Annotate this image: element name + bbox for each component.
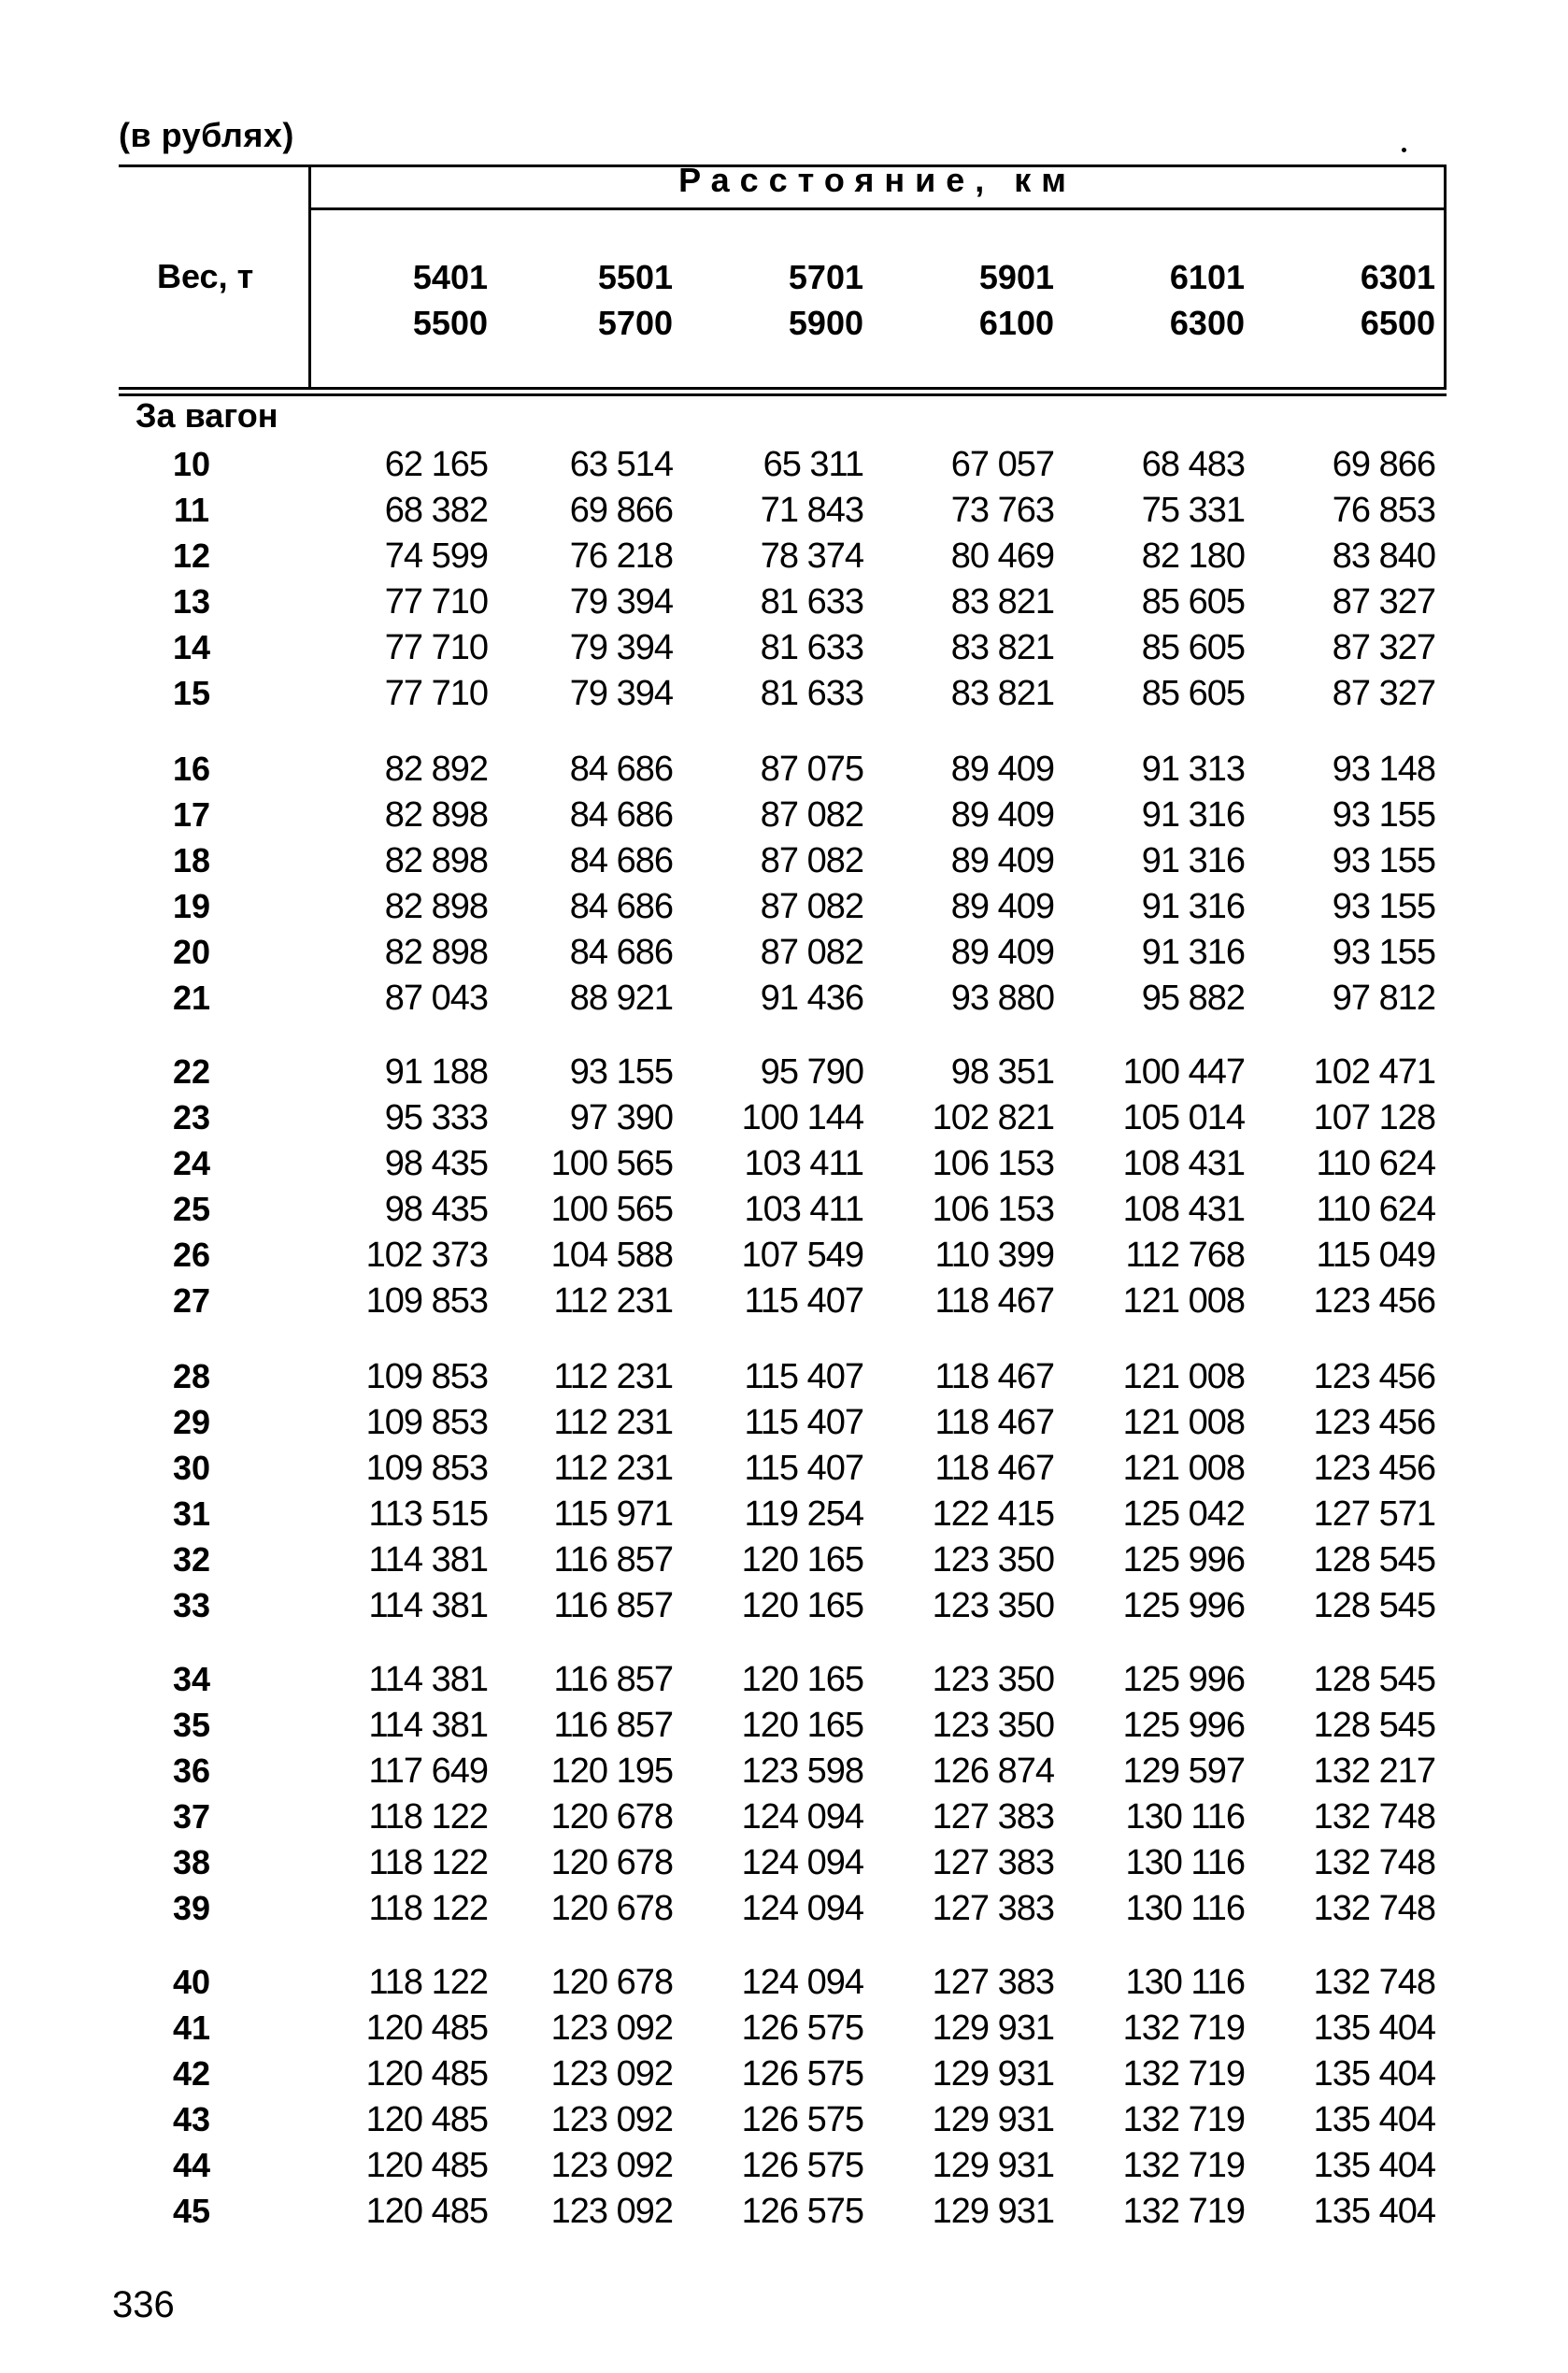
- weight-cell: 33: [172, 1586, 211, 1624]
- tariff-cell: 120 678: [550, 1843, 673, 1882]
- tariff-cell: 118 467: [934, 1403, 1054, 1442]
- tariff-cell: 120 165: [741, 1706, 863, 1745]
- tariff-cell: 81 633: [760, 628, 863, 667]
- tariff-cell: 109 853: [365, 1449, 488, 1488]
- tariff-cell: 120 485: [365, 2100, 488, 2139]
- tariff-cell: 135 404: [1313, 2008, 1435, 2048]
- tariff-cell: 91 313: [1141, 750, 1245, 789]
- distance-range-to: 6300: [1169, 304, 1245, 342]
- tariff-cell: 93 155: [1332, 933, 1435, 972]
- header-double-rule-2: [119, 393, 1447, 396]
- tariff-cell: 102 471: [1313, 1052, 1435, 1092]
- tariff-cell: 83 840: [1332, 536, 1435, 576]
- tariff-cell: 127 571: [1313, 1494, 1435, 1534]
- tariff-cell: 106 153: [932, 1144, 1054, 1183]
- tariff-cell: 109 853: [365, 1357, 488, 1396]
- tariff-cell: 120 165: [741, 1586, 863, 1625]
- tariff-cell: 123 092: [550, 2192, 673, 2231]
- tariff-cell: 91 316: [1141, 795, 1245, 835]
- tariff-cell: 125 996: [1122, 1586, 1245, 1625]
- tariff-cell: 115 407: [744, 1449, 863, 1488]
- tariff-cell: 123 456: [1313, 1281, 1435, 1321]
- tariff-cell: 100 447: [1122, 1052, 1245, 1092]
- tariff-cell: 129 931: [932, 2192, 1054, 2231]
- weight-cell: 19: [172, 887, 211, 925]
- weight-cell: 36: [172, 1751, 211, 1790]
- tariff-cell: 120 485: [365, 2054, 488, 2094]
- tariff-cell: 123 092: [550, 2100, 673, 2139]
- tariff-cell: 115 407: [744, 1403, 863, 1442]
- weight-cell: 18: [172, 841, 211, 879]
- weight-cell: 21: [172, 979, 211, 1017]
- tariff-cell: 121 008: [1122, 1449, 1245, 1488]
- tariff-cell: 112 231: [553, 1449, 673, 1488]
- tariff-cell: 129 931: [932, 2100, 1054, 2139]
- tariff-cell: 87 082: [760, 795, 863, 835]
- weight-heading: Вес, т: [157, 257, 254, 295]
- tariff-cell: 84 686: [569, 841, 673, 880]
- tariff-cell: 91 316: [1141, 841, 1245, 880]
- tariff-cell: 100 144: [741, 1098, 863, 1137]
- tariff-cell: 107 549: [741, 1236, 863, 1275]
- tariff-cell: 100 565: [550, 1144, 673, 1183]
- distance-range-from: 6301: [1360, 258, 1435, 296]
- tariff-cell: 88 921: [569, 979, 673, 1018]
- tariff-cell: 105 014: [1122, 1098, 1245, 1137]
- tariff-cell: 103 411: [744, 1144, 863, 1183]
- tariff-cell: 98 435: [384, 1144, 488, 1183]
- tariff-cell: 108 431: [1122, 1190, 1245, 1229]
- tariff-cell: 118 467: [934, 1449, 1054, 1488]
- tariff-cell: 97 390: [569, 1098, 673, 1137]
- weight-cell: 15: [172, 674, 211, 712]
- tariff-cell: 80 469: [950, 536, 1054, 576]
- tariff-cell: 93 155: [1332, 795, 1435, 835]
- tariff-cell: 95 882: [1141, 979, 1245, 1018]
- tariff-cell: 124 094: [741, 1963, 863, 2002]
- tariff-cell: 76 853: [1332, 491, 1435, 530]
- units-note: (в рублях): [119, 116, 294, 154]
- weight-cell: 40: [172, 1963, 211, 2001]
- distance-range-to: 5700: [597, 304, 673, 342]
- weight-cell: 29: [172, 1403, 211, 1441]
- tariff-cell: 132 748: [1313, 1797, 1435, 1837]
- weight-cell: 42: [172, 2054, 211, 2093]
- tariff-cell: 102 821: [932, 1098, 1054, 1137]
- tariff-cell: 124 094: [741, 1797, 863, 1837]
- tariff-cell: 120 678: [550, 1963, 673, 2002]
- tariff-cell: 132 217: [1313, 1751, 1435, 1791]
- tariff-cell: 89 409: [950, 887, 1054, 926]
- stray-dot: [1402, 148, 1406, 152]
- tariff-cell: 132 748: [1313, 1843, 1435, 1882]
- tariff-cell: 93 155: [569, 1052, 673, 1092]
- distance-range-to: 5900: [788, 304, 863, 342]
- tariff-cell: 123 350: [932, 1660, 1054, 1699]
- tariff-cell: 115 049: [1316, 1236, 1435, 1275]
- distance-range-from: 5401: [412, 258, 488, 296]
- tariff-cell: 130 116: [1125, 1889, 1245, 1928]
- tariff-cell: 123 456: [1313, 1449, 1435, 1488]
- tariff-cell: 132 719: [1122, 2008, 1245, 2048]
- tariff-cell: 120 678: [550, 1797, 673, 1837]
- tariff-cell: 95 333: [384, 1098, 488, 1137]
- tariff-cell: 121 008: [1122, 1357, 1245, 1396]
- tariff-cell: 84 686: [569, 795, 673, 835]
- tariff-cell: 89 409: [950, 750, 1054, 789]
- tariff-cell: 77 710: [384, 582, 488, 622]
- tariff-cell: 120 195: [550, 1751, 673, 1791]
- tariff-cell: 127 383: [932, 1797, 1054, 1837]
- tariff-cell: 121 008: [1122, 1281, 1245, 1321]
- tariff-cell: 82 898: [384, 887, 488, 926]
- tariff-cell: 135 404: [1313, 2054, 1435, 2094]
- weight-cell: 11: [173, 491, 210, 529]
- tariff-cell: 112 231: [553, 1281, 673, 1321]
- tariff-cell: 130 116: [1125, 1963, 1245, 2002]
- tariff-cell: 89 409: [950, 841, 1054, 880]
- weight-cell: 41: [172, 2008, 211, 2047]
- tariff-cell: 87 075: [760, 750, 863, 789]
- tariff-cell: 115 407: [744, 1281, 863, 1321]
- tariff-cell: 109 853: [365, 1403, 488, 1442]
- tariff-cell: 115 971: [553, 1494, 673, 1534]
- tariff-cell: 130 116: [1125, 1843, 1245, 1882]
- tariff-cell: 79 394: [569, 674, 673, 713]
- tariff-cell: 87 327: [1332, 674, 1435, 713]
- tariff-cell: 95 790: [760, 1052, 863, 1092]
- tariff-cell: 114 381: [368, 1586, 488, 1625]
- tariff-cell: 120 165: [741, 1540, 863, 1580]
- distance-range-from: 6101: [1169, 258, 1245, 296]
- tariff-cell: 75 331: [1141, 491, 1245, 530]
- tariff-cell: 89 409: [950, 795, 1054, 835]
- weight-cell: 44: [172, 2146, 211, 2184]
- tariff-cell: 123 350: [932, 1706, 1054, 1745]
- tariff-cell: 117 649: [368, 1751, 488, 1791]
- tariff-cell: 118 467: [934, 1357, 1054, 1396]
- tariff-cell: 120 678: [550, 1889, 673, 1928]
- weight-cell: 12: [172, 536, 211, 575]
- weight-cell: 20: [172, 933, 211, 971]
- tariff-cell: 104 588: [550, 1236, 673, 1275]
- tariff-cell: 106 153: [932, 1190, 1054, 1229]
- tariff-cell: 93 880: [950, 979, 1054, 1018]
- tariff-cell: 132 719: [1122, 2146, 1245, 2185]
- tariff-cell: 82 892: [384, 750, 488, 789]
- tariff-cell: 110 624: [1316, 1190, 1435, 1229]
- tariff-cell: 91 316: [1141, 887, 1245, 926]
- tariff-cell: 81 633: [760, 582, 863, 622]
- tariff-cell: 116 857: [553, 1706, 673, 1745]
- tariff-cell: 127 383: [932, 1889, 1054, 1928]
- tariff-cell: 123 350: [932, 1540, 1054, 1580]
- tariff-cell: 69 866: [569, 491, 673, 530]
- tariff-cell: 124 094: [741, 1889, 863, 1928]
- tariff-cell: 132 748: [1313, 1889, 1435, 1928]
- tariff-cell: 126 575: [741, 2100, 863, 2139]
- tariff-cell: 109 853: [365, 1281, 488, 1321]
- tariff-cell: 67 057: [950, 445, 1054, 484]
- tariff-cell: 73 763: [950, 491, 1054, 530]
- tariff-cell: 85 605: [1141, 628, 1245, 667]
- tariff-cell: 63 514: [569, 445, 673, 484]
- tariff-cell: 119 254: [744, 1494, 863, 1534]
- tariff-cell: 68 382: [384, 491, 488, 530]
- weight-cell: 32: [172, 1540, 211, 1579]
- tariff-cell: 125 042: [1122, 1494, 1245, 1534]
- weight-cell: 23: [172, 1098, 211, 1136]
- tariff-cell: 123 350: [932, 1586, 1054, 1625]
- tariff-cell: 107 128: [1313, 1098, 1435, 1137]
- tariff-cell: 116 857: [553, 1660, 673, 1699]
- tariff-cell: 122 415: [932, 1494, 1054, 1534]
- weight-cell: 39: [172, 1889, 211, 1927]
- page-number: 336: [112, 2284, 175, 2325]
- tariff-cell: 114 381: [368, 1706, 488, 1745]
- tariff-cell: 118 122: [368, 1843, 488, 1882]
- tariff-cell: 128 545: [1313, 1706, 1435, 1745]
- tariff-cell: 132 719: [1122, 2054, 1245, 2094]
- header-double-rule-1: [119, 387, 1447, 390]
- tariff-cell: 97 812: [1332, 979, 1435, 1018]
- tariff-cell: 110 399: [934, 1236, 1054, 1275]
- tariff-cell: 116 857: [553, 1540, 673, 1580]
- tariff-cell: 91 316: [1141, 933, 1245, 972]
- tariff-cell: 112 231: [553, 1357, 673, 1396]
- tariff-cell: 108 431: [1122, 1144, 1245, 1183]
- tariff-cell: 123 456: [1313, 1357, 1435, 1396]
- tariff-cell: 78 374: [760, 536, 863, 576]
- tariff-cell: 62 165: [384, 445, 488, 484]
- tariff-cell: 71 843: [760, 491, 863, 530]
- tariff-cell: 126 575: [741, 2146, 863, 2185]
- tariff-cell: 85 605: [1141, 674, 1245, 713]
- weight-cell: 34: [172, 1660, 211, 1698]
- tariff-cell: 120 485: [365, 2146, 488, 2185]
- tariff-cell: 83 821: [950, 582, 1054, 622]
- weight-cell: 22: [172, 1052, 211, 1091]
- tariff-cell: 84 686: [569, 750, 673, 789]
- tariff-cell: 118 122: [368, 1963, 488, 2002]
- tariff-cell: 135 404: [1313, 2192, 1435, 2231]
- tariff-cell: 77 710: [384, 674, 488, 713]
- weight-cell: 37: [172, 1797, 211, 1836]
- weight-cell: 38: [172, 1843, 211, 1881]
- tariff-cell: 120 485: [365, 2008, 488, 2048]
- tariff-cell: 102 373: [365, 1236, 488, 1275]
- tariff-cell: 91 188: [384, 1052, 488, 1092]
- weight-cell: 27: [172, 1281, 211, 1320]
- distance-range-from: 5901: [978, 258, 1054, 296]
- tariff-cell: 124 094: [741, 1843, 863, 1882]
- tariff-cell: 93 148: [1332, 750, 1435, 789]
- weight-cell: 17: [172, 795, 211, 834]
- tariff-cell: 110 624: [1316, 1144, 1435, 1183]
- tariff-cell: 82 898: [384, 841, 488, 880]
- distance-range-from: 5701: [788, 258, 863, 296]
- tariff-cell: 129 931: [932, 2146, 1054, 2185]
- tariff-cell: 127 383: [932, 1963, 1054, 2002]
- tariff-cell: 129 597: [1122, 1751, 1245, 1791]
- tariff-cell: 84 686: [569, 887, 673, 926]
- tariff-cell: 82 898: [384, 795, 488, 835]
- tariff-cell: 118 467: [934, 1281, 1054, 1321]
- tariff-cell: 132 719: [1122, 2192, 1245, 2231]
- weight-cell: 26: [172, 1236, 211, 1274]
- tariff-cell: 68 483: [1141, 445, 1245, 484]
- tariff-cell: 87 082: [760, 933, 863, 972]
- tariff-cell: 82 898: [384, 933, 488, 972]
- tariff-cell: 98 351: [950, 1052, 1054, 1092]
- tariff-cell: 91 436: [760, 979, 863, 1018]
- tariff-cell: 125 996: [1122, 1540, 1245, 1580]
- distance-box-bottom: [308, 207, 1447, 210]
- tariff-cell: 83 821: [950, 628, 1054, 667]
- tariff-cell: 82 180: [1141, 536, 1245, 576]
- tariff-cell: 123 092: [550, 2054, 673, 2094]
- tariff-cell: 115 407: [744, 1357, 863, 1396]
- weight-cell: 25: [172, 1190, 211, 1228]
- weight-cell: 13: [172, 582, 211, 621]
- tariff-cell: 125 996: [1122, 1660, 1245, 1699]
- tariff-cell: 126 575: [741, 2008, 863, 2048]
- tariff-cell: 128 545: [1313, 1540, 1435, 1580]
- weight-cell: 30: [172, 1449, 211, 1487]
- tariff-cell: 79 394: [569, 628, 673, 667]
- weight-cell: 45: [172, 2192, 211, 2230]
- tariff-cell: 81 633: [760, 674, 863, 713]
- tariff-cell: 87 043: [384, 979, 488, 1018]
- tariff-cell: 118 122: [368, 1889, 488, 1928]
- tariff-cell: 120 165: [741, 1660, 863, 1699]
- tariff-cell: 126 874: [932, 1751, 1054, 1791]
- tariff-cell: 85 605: [1141, 582, 1245, 622]
- tariff-cell: 128 545: [1313, 1660, 1435, 1699]
- tariff-cell: 79 394: [569, 582, 673, 622]
- tariff-cell: 123 456: [1313, 1403, 1435, 1442]
- tariff-cell: 84 686: [569, 933, 673, 972]
- section-label: За вагон: [135, 396, 278, 435]
- tariff-cell: 103 411: [744, 1190, 863, 1229]
- tariff-cell: 87 327: [1332, 628, 1435, 667]
- weight-cell: 43: [172, 2100, 211, 2138]
- tariff-cell: 123 598: [741, 1751, 863, 1791]
- tariff-cell: 129 931: [932, 2008, 1054, 2048]
- weight-cell: 28: [172, 1357, 211, 1395]
- tariff-cell: 89 409: [950, 933, 1054, 972]
- weight-cell: 24: [172, 1144, 211, 1182]
- weight-cell: 16: [172, 750, 211, 788]
- tariff-cell: 65 311: [763, 445, 863, 484]
- tariff-cell: 98 435: [384, 1190, 488, 1229]
- tariff-cell: 130 116: [1125, 1797, 1245, 1837]
- tariff-cell: 87 082: [760, 841, 863, 880]
- tariff-cell: 112 768: [1125, 1236, 1245, 1275]
- tariff-cell: 114 381: [368, 1660, 488, 1699]
- tariff-cell: 77 710: [384, 628, 488, 667]
- tariff-cell: 126 575: [741, 2054, 863, 2094]
- tariff-cell: 76 218: [569, 536, 673, 576]
- tariff-cell: 132 719: [1122, 2100, 1245, 2139]
- tariff-cell: 83 821: [950, 674, 1054, 713]
- tariff-cell: 114 381: [368, 1540, 488, 1580]
- distance-range-to: 5500: [412, 304, 488, 342]
- tariff-cell: 126 575: [741, 2192, 863, 2231]
- tariff-cell: 116 857: [553, 1586, 673, 1625]
- tariff-cell: 123 092: [550, 2146, 673, 2185]
- tariff-cell: 121 008: [1122, 1403, 1245, 1442]
- tariff-cell: 129 931: [932, 2054, 1054, 2094]
- tariff-cell: 128 545: [1313, 1586, 1435, 1625]
- tariff-cell: 120 485: [365, 2192, 488, 2231]
- tariff-cell: 93 155: [1332, 887, 1435, 926]
- tariff-cell: 135 404: [1313, 2100, 1435, 2139]
- tariff-cell: 93 155: [1332, 841, 1435, 880]
- distance-range-to: 6500: [1360, 304, 1435, 342]
- tariff-cell: 87 082: [760, 887, 863, 926]
- tariff-cell: 100 565: [550, 1190, 673, 1229]
- weight-cell: 10: [172, 445, 211, 483]
- distance-heading: Расстояние, км: [678, 161, 1076, 199]
- distance-range-to: 6100: [978, 304, 1054, 342]
- tariff-cell: 87 327: [1332, 582, 1435, 622]
- tariff-cell: 135 404: [1313, 2146, 1435, 2185]
- tariff-cell: 132 748: [1313, 1963, 1435, 2002]
- tariff-cell: 118 122: [368, 1797, 488, 1837]
- distance-range-from: 5501: [597, 258, 673, 296]
- tariff-cell: 74 599: [384, 536, 488, 576]
- tariff-cell: 69 866: [1332, 445, 1435, 484]
- weight-cell: 14: [172, 628, 211, 666]
- tariff-cell: 127 383: [932, 1843, 1054, 1882]
- tariff-cell: 125 996: [1122, 1706, 1245, 1745]
- tariff-cell: 123 092: [550, 2008, 673, 2048]
- tariff-cell: 113 515: [368, 1494, 488, 1534]
- weight-cell: 31: [172, 1494, 211, 1533]
- weight-cell: 35: [172, 1706, 211, 1744]
- tariff-cell: 112 231: [553, 1403, 673, 1442]
